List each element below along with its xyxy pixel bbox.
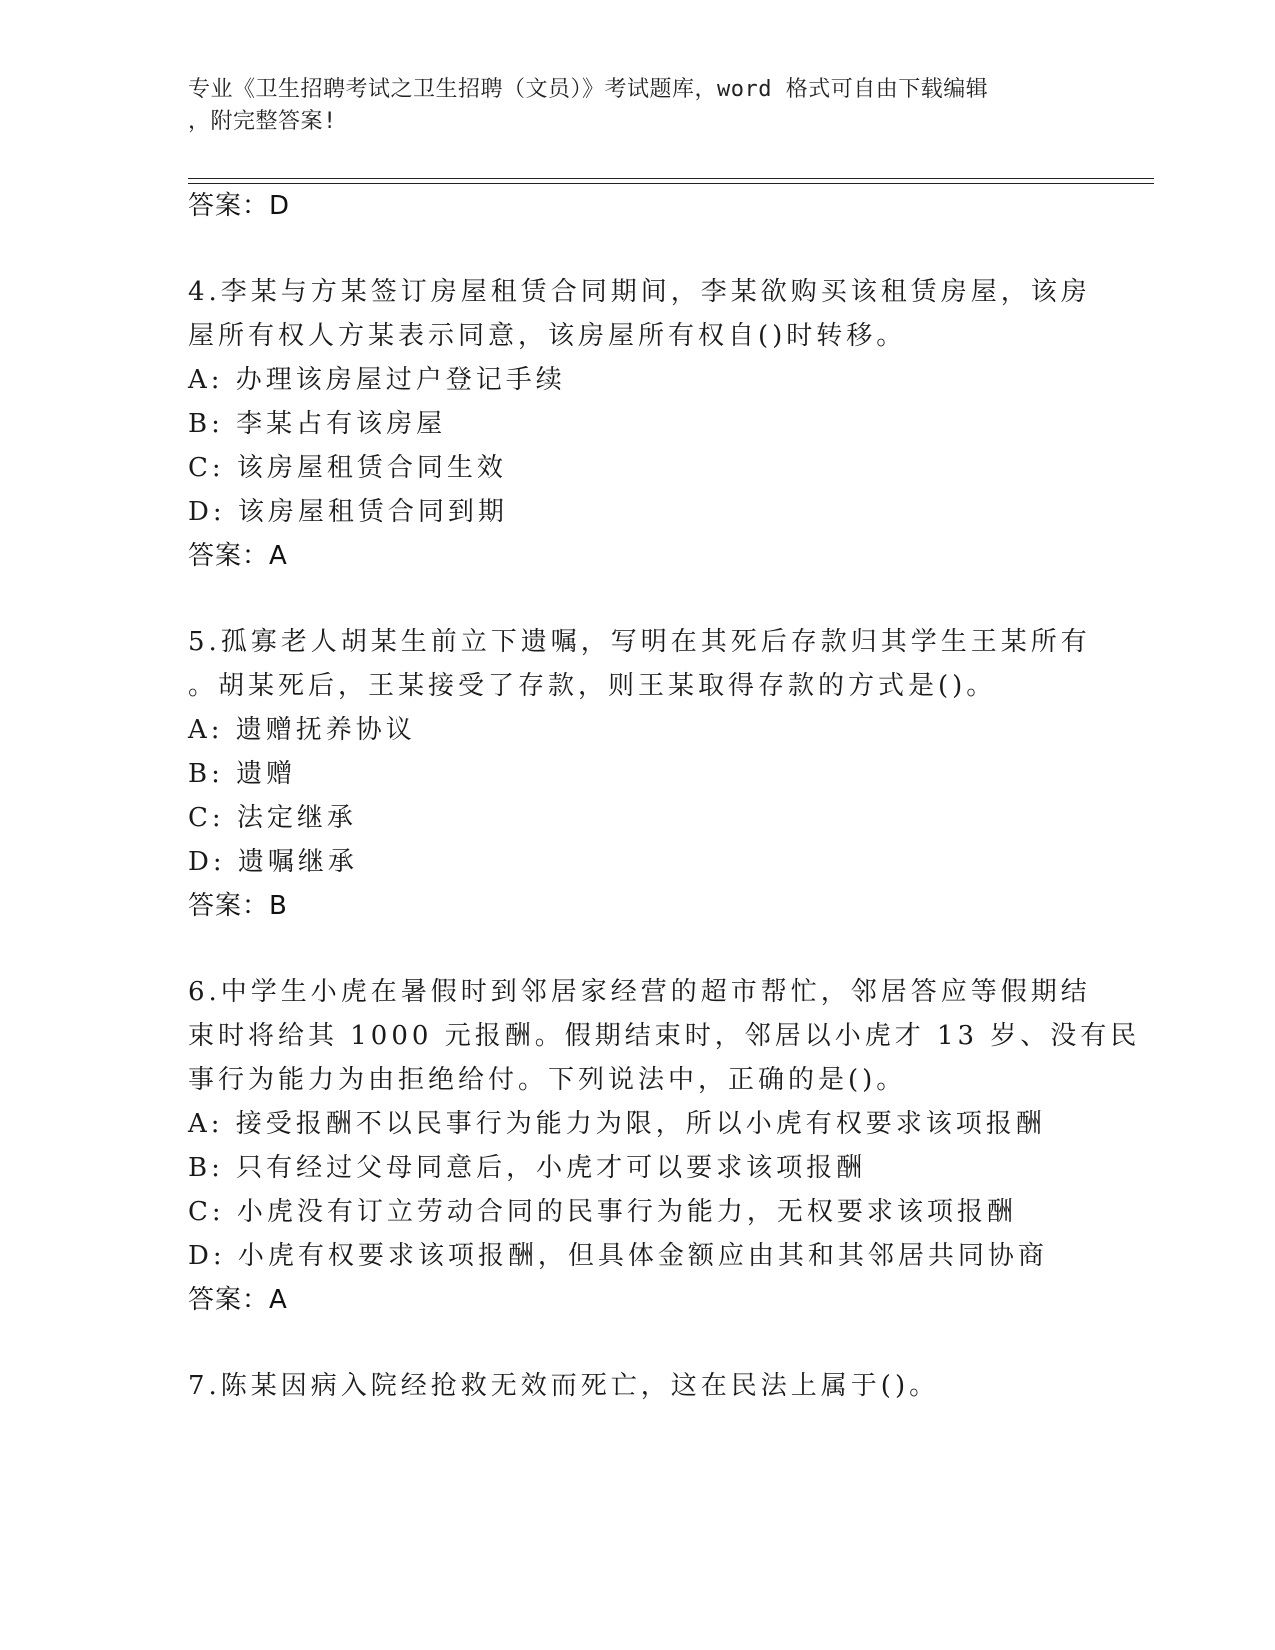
question-5-option-b: B: 遗赠: [188, 759, 297, 789]
question-5-answer: 答案：B: [188, 891, 288, 921]
header-divider-top: [188, 178, 1154, 179]
question-4-option-a: A: 办理该房屋过户登记手续: [188, 365, 566, 395]
question-4-option-d: D: 该房屋租赁合同到期: [188, 497, 508, 527]
question-4-option-b: B: 李某占有该房屋: [188, 409, 447, 439]
header-line-2: ，附完整答案!: [188, 109, 337, 134]
question-4-answer: 答案：A: [188, 541, 288, 571]
question-4-text-line-1: 4.李某与方某签订房屋租赁合同期间，李某欲购买该租赁房屋，该房: [188, 277, 1091, 307]
question-6-option-a: A: 接受报酬不以民事行为能力为限，所以小虎有权要求该项报酬: [188, 1109, 1046, 1139]
answer-line: 答案：D: [188, 191, 291, 221]
question-6-text-line-3: 事行为能力为由拒绝给付。下列说法中，正确的是()。: [188, 1065, 907, 1095]
question-6-text-line-1: 6.中学生小虎在暑假时到邻居家经营的超市帮忙，邻居答应等假期结: [188, 977, 1091, 1007]
header-line-1: 专业《卫生招聘考试之卫生招聘（文员）》考试题库，word 格式可自由下载编辑: [188, 77, 989, 102]
question-5-text-line-2: 。胡某死后，王某接受了存款，则王某取得存款的方式是()。: [188, 671, 997, 701]
question-6-option-b: B: 只有经过父母同意后，小虎才可以要求该项报酬: [188, 1153, 867, 1183]
header-divider-bottom: [188, 183, 1154, 184]
question-5-option-a: A: 遗赠抚养协议: [188, 715, 416, 745]
question-5-option-d: D: 遗嘱继承: [188, 847, 358, 877]
question-7-text-line-1: 7.陈某因病入院经抢救无效而死亡，这在民法上属于()。: [188, 1371, 940, 1401]
question-4-option-c: C: 该房屋租赁合同生效: [188, 453, 507, 483]
question-6-answer: 答案：A: [188, 1285, 288, 1315]
question-6-option-d: D: 小虎有权要求该项报酬，但具体金额应由其和其邻居共同协商: [188, 1241, 1048, 1271]
document-header: [188, 74, 1088, 138]
question-6-text-line-2: 束时将给其 1000 元报酬。假期结束时，邻居以小虎才 13 岁、没有民: [188, 1021, 1141, 1051]
question-4-text-line-2: 屋所有权人方某表示同意，该房屋所有权自()时转移。: [188, 321, 907, 351]
question-5-option-c: C: 法定继承: [188, 803, 357, 833]
question-5-text-line-1: 5.孤寡老人胡某生前立下遗嘱，写明在其死后存款归其学生王某所有: [188, 627, 1091, 657]
question-6-option-c: C: 小虎没有订立劳动合同的民事行为能力，无权要求该项报酬: [188, 1197, 1017, 1227]
